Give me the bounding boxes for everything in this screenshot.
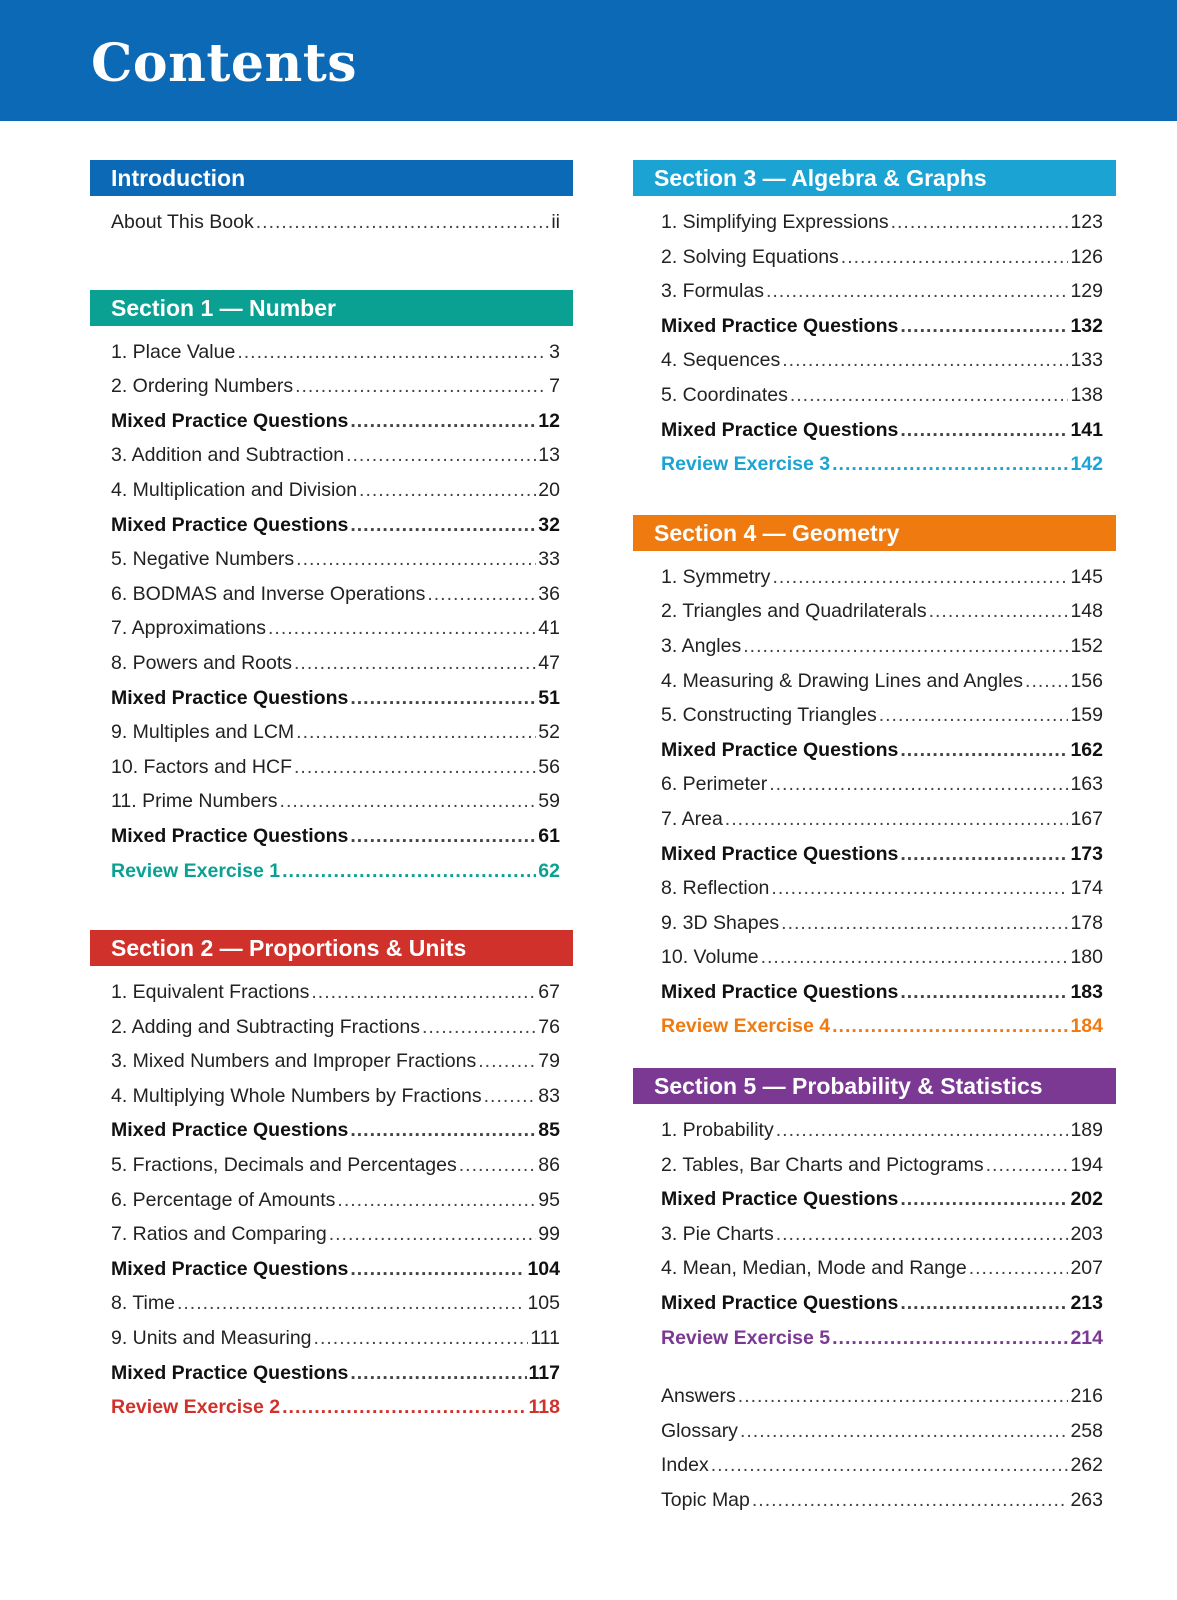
- dot-leader: [879, 698, 1069, 733]
- toc-entry[interactable]: [111, 577, 560, 612]
- dot-leader: [725, 802, 1069, 837]
- toc-entry[interactable]: [661, 1379, 1103, 1414]
- toc-entry-page: 148: [1070, 600, 1103, 623]
- toc-entry-page: 126: [1070, 245, 1103, 268]
- dot-leader: [422, 1010, 536, 1045]
- toc-entry-label: 7. Area: [661, 807, 723, 830]
- toc-entry[interactable]: [111, 473, 560, 508]
- toc-entry-page: 13: [538, 444, 560, 467]
- dot-leader: [294, 750, 536, 785]
- toc-entry-page: ii: [551, 211, 560, 233]
- section-header-5: Section 5 — Probability & Statistics: [633, 1068, 1116, 1104]
- dot-leader: [296, 715, 536, 750]
- toc-entry-label: Topic Map: [661, 1489, 750, 1511]
- toc-entry-page: 194: [1070, 1153, 1103, 1176]
- toc-entry-label: 1. Simplifying Expressions: [661, 211, 889, 233]
- toc-entry-label: Review Exercise 5: [661, 1326, 831, 1349]
- toc-entry-page: 56: [538, 755, 560, 778]
- dot-leader: [484, 1079, 537, 1114]
- dot-leader: [776, 1217, 1069, 1252]
- toc-entry-page: 202: [1070, 1188, 1103, 1211]
- toc-entry[interactable]: [111, 611, 560, 646]
- toc-entry-page: 132: [1070, 314, 1103, 337]
- toc-entry[interactable]: [111, 681, 560, 716]
- toc-entry-label: 3. Addition and Subtraction: [111, 444, 345, 467]
- dot-leader: [771, 871, 1068, 906]
- toc-entry-label: Mixed Practice Questions: [661, 418, 899, 441]
- toc-entry[interactable]: [111, 1321, 560, 1356]
- toc-entry[interactable]: [111, 975, 560, 1010]
- toc-entry[interactable]: [111, 369, 560, 404]
- toc-entry-page: 61: [538, 824, 560, 847]
- toc-entry-page: 104: [527, 1257, 560, 1280]
- toc-entry-label: Review Exercise 3: [661, 453, 831, 476]
- toc-entry[interactable]: [661, 240, 1103, 275]
- toc-entry-label: Mixed Practice Questions: [661, 1188, 899, 1211]
- toc-entry-label: 3. Formulas: [661, 280, 764, 303]
- toc-entry-label: 1. Symmetry: [661, 565, 771, 588]
- dot-leader: [752, 1483, 1069, 1518]
- section-header-introduction: Introduction: [90, 160, 573, 196]
- toc-entry-page: 118: [528, 1396, 560, 1419]
- toc-entry[interactable]: [661, 205, 1103, 240]
- toc-entry[interactable]: [111, 335, 560, 370]
- toc-entry-page: 184: [1070, 1015, 1103, 1038]
- toc-entry-label: Glossary: [661, 1419, 738, 1442]
- toc-entry-label: 4. Sequences: [661, 349, 781, 372]
- dot-leader: [280, 784, 537, 819]
- dot-leader: [900, 1182, 1068, 1217]
- dot-leader: [282, 1390, 526, 1425]
- toc-entry-page: 32: [538, 513, 560, 536]
- toc-entry-label: 10. Factors and HCF: [111, 755, 292, 778]
- dot-leader: [790, 378, 1069, 413]
- toc-entry[interactable]: [111, 438, 560, 473]
- toc-entry-page: 52: [538, 721, 560, 744]
- toc-entry[interactable]: [661, 560, 1103, 595]
- toc-entry[interactable]: [111, 1217, 560, 1252]
- toc-entry-page: 67: [538, 981, 560, 1004]
- section-header-4: Section 4 — Geometry: [633, 515, 1116, 551]
- dot-leader: [832, 1321, 1068, 1356]
- toc-entry-label: 3. Angles: [661, 634, 742, 657]
- toc-entry-label: Mixed Practice Questions: [661, 1292, 899, 1315]
- toc-entry-label: 2. Tables, Bar Charts and Pictograms: [661, 1153, 984, 1176]
- dot-leader: [350, 1113, 536, 1148]
- toc-entry[interactable]: [661, 1009, 1103, 1044]
- toc-entry-label: 5. Constructing Triangles: [661, 704, 877, 727]
- dot-leader: [350, 681, 536, 716]
- toc-entry[interactable]: [661, 1483, 1103, 1518]
- toc-entry[interactable]: [111, 854, 560, 889]
- toc-entry-label: 7. Ratios and Comparing: [111, 1223, 327, 1246]
- toc-entry[interactable]: [661, 940, 1103, 975]
- toc-entry-page: 79: [538, 1050, 560, 1073]
- toc-entry-label: 2. Solving Equations: [661, 245, 839, 268]
- section-1: [90, 290, 573, 889]
- toc-entry-label: Mixed Practice Questions: [111, 1361, 349, 1384]
- dot-leader: [359, 473, 536, 508]
- toc-entry[interactable]: [661, 378, 1103, 413]
- toc-entry[interactable]: [111, 1286, 560, 1321]
- toc-entry[interactable]: [111, 819, 560, 854]
- toc-entry[interactable]: [111, 542, 560, 577]
- toc-entry[interactable]: [661, 1321, 1103, 1356]
- toc-entry-page: 162: [1070, 738, 1103, 761]
- dot-leader: [311, 975, 536, 1010]
- toc-entry-label: 4. Multiplying Whole Numbers by Fractions: [111, 1084, 482, 1107]
- toc-entry[interactable]: [661, 1148, 1103, 1183]
- toc-entry[interactable]: [661, 767, 1103, 802]
- toc-entry-page: 12: [538, 409, 560, 432]
- toc-entry[interactable]: [111, 404, 560, 439]
- toc-entry-label: 11. Prime Numbers: [111, 790, 278, 813]
- dot-leader: [738, 1379, 1069, 1414]
- toc-entry[interactable]: [661, 871, 1103, 906]
- toc-entry[interactable]: [111, 784, 560, 819]
- toc-entry[interactable]: [111, 750, 560, 785]
- toc-entry[interactable]: [661, 1448, 1103, 1483]
- dot-leader: [832, 1009, 1068, 1044]
- toc-entry-page: 41: [538, 617, 560, 640]
- toc-entry-page: 173: [1070, 842, 1103, 865]
- toc-entry-label: Mixed Practice Questions: [111, 1257, 349, 1280]
- toc-entry-page: 86: [538, 1154, 560, 1177]
- toc-entry-page: 95: [538, 1188, 560, 1211]
- dot-leader: [929, 594, 1069, 629]
- back-matter: [633, 1379, 1116, 1517]
- entry-list: [90, 975, 573, 1425]
- dot-leader: [969, 1251, 1069, 1286]
- toc-entry-label: 8. Reflection: [661, 877, 770, 900]
- toc-entry[interactable]: [661, 802, 1103, 837]
- dot-leader: [314, 1321, 529, 1356]
- toc-entry[interactable]: [661, 413, 1103, 448]
- toc-entry-page: 156: [1070, 669, 1103, 692]
- dot-leader: [427, 577, 536, 612]
- toc-entry-label: 5. Coordinates: [661, 383, 788, 406]
- toc-entry-label: 2. Adding and Subtracting Fractions: [111, 1015, 420, 1038]
- toc-entry[interactable]: [661, 1414, 1103, 1449]
- dot-leader: [900, 413, 1068, 448]
- toc-entry-label: Review Exercise 2: [111, 1396, 281, 1419]
- toc-entry-label: About This Book: [111, 211, 254, 233]
- toc-entry-label: 9. Units and Measuring: [111, 1327, 312, 1350]
- toc-entry[interactable]: [111, 1148, 560, 1183]
- toc-entry-label: 4. Mean, Median, Mode and Range: [661, 1257, 967, 1280]
- toc-entry-page: 189: [1070, 1119, 1103, 1142]
- toc-entry[interactable]: [661, 594, 1103, 629]
- dot-leader: [900, 837, 1068, 872]
- toc-entry-page: 117: [528, 1361, 560, 1384]
- toc-entry[interactable]: [661, 1217, 1103, 1252]
- toc-entry-page: 47: [538, 651, 560, 674]
- toc-entry[interactable]: [661, 664, 1103, 699]
- toc-entry-page: 142: [1070, 453, 1103, 476]
- toc-entry[interactable]: [661, 629, 1103, 664]
- toc-entry-page: 59: [538, 790, 560, 813]
- section-header-1: Section 1 — Number: [90, 290, 573, 326]
- toc-entry-page: 76: [538, 1015, 560, 1038]
- dot-leader: [781, 906, 1068, 941]
- dot-leader: [900, 975, 1068, 1010]
- dot-leader: [268, 611, 536, 646]
- dot-leader: [766, 274, 1069, 309]
- section-3: [633, 160, 1116, 482]
- toc-entry[interactable]: [111, 1044, 560, 1079]
- toc-entry-label: Mixed Practice Questions: [111, 686, 349, 709]
- toc-entry-page: 258: [1070, 1419, 1103, 1442]
- toc-entry[interactable]: [111, 1113, 560, 1148]
- dot-leader: [294, 646, 536, 681]
- toc-entry-label: 8. Time: [111, 1292, 175, 1315]
- toc-entry[interactable]: [661, 1251, 1103, 1286]
- toc-entry-label: 10. Volume: [661, 946, 759, 969]
- toc-entry-label: 3. Pie Charts: [661, 1222, 774, 1245]
- dot-leader: [296, 542, 536, 577]
- header-banner: [0, 0, 1177, 121]
- dot-leader: [237, 335, 547, 370]
- toc-entry[interactable]: [661, 698, 1103, 733]
- dot-leader: [776, 1113, 1069, 1148]
- toc-entry-label: 2. Triangles and Quadrilaterals: [661, 600, 927, 623]
- dot-leader: [769, 767, 1068, 802]
- dot-leader: [350, 1356, 526, 1391]
- dot-leader: [350, 819, 536, 854]
- dot-leader: [900, 733, 1068, 768]
- toc-entry-page: 167: [1070, 807, 1103, 830]
- toc-entry-label: Answers: [661, 1385, 736, 1408]
- toc-entry-label: 4. Measuring & Drawing Lines and Angles: [661, 669, 1024, 692]
- toc-entry-label: 9. Multiples and LCM: [111, 721, 295, 744]
- dot-leader: [295, 369, 547, 404]
- toc-entry-page: 33: [538, 548, 560, 571]
- toc-entry-label: 1. Equivalent Fractions: [111, 981, 310, 1004]
- toc-entry[interactable]: [661, 975, 1103, 1010]
- dot-leader: [350, 1252, 525, 1287]
- dot-leader: [743, 629, 1068, 664]
- toc-entry-label: Review Exercise 1: [111, 859, 281, 882]
- dot-leader: [772, 560, 1068, 595]
- entry-list: [633, 1113, 1116, 1355]
- toc-entry-label: 9. 3D Shapes: [661, 911, 780, 934]
- toc-entry-label: Mixed Practice Questions: [661, 314, 899, 337]
- toc-entry-label: Mixed Practice Questions: [111, 1119, 349, 1142]
- toc-entry[interactable]: [111, 508, 560, 543]
- toc-entry-page: 141: [1070, 418, 1103, 441]
- entry-list: [90, 335, 573, 889]
- toc-entry[interactable]: [111, 1079, 560, 1114]
- toc-entry[interactable]: [661, 906, 1103, 941]
- toc-entry-page: 20: [538, 478, 560, 501]
- toc-entry[interactable]: [111, 1356, 560, 1391]
- section-header-3: Section 3 — Algebra & Graphs: [633, 160, 1116, 196]
- toc-entry[interactable]: [661, 1286, 1103, 1321]
- toc-entry-label: Mixed Practice Questions: [111, 513, 349, 536]
- toc-entry[interactable]: [661, 447, 1103, 482]
- toc-entry[interactable]: [111, 1252, 560, 1287]
- toc-entry[interactable]: [661, 733, 1103, 768]
- toc-entry[interactable]: [111, 715, 560, 750]
- toc-entry-label: Mixed Practice Questions: [111, 824, 349, 847]
- entry-list: [633, 205, 1116, 482]
- toc-entry-label: 1. Probability: [661, 1119, 774, 1142]
- toc-entry-page: 105: [527, 1292, 560, 1315]
- toc-entry-label: Mixed Practice Questions: [661, 842, 899, 865]
- dot-leader: [350, 508, 536, 543]
- entry-list: [633, 1379, 1116, 1517]
- toc-entry-page: 138: [1070, 383, 1103, 406]
- toc-entry-page: 152: [1070, 634, 1103, 657]
- toc-entry[interactable]: [661, 1113, 1103, 1148]
- toc-entry-page: 129: [1070, 280, 1103, 303]
- section-5: [633, 1068, 1116, 1355]
- toc-entry-page: 36: [538, 582, 560, 605]
- toc-entry-page: 85: [538, 1119, 560, 1142]
- page-title: Contents: [91, 33, 358, 94]
- toc-entry-page: 62: [538, 859, 560, 882]
- toc-entry-label: 3. Mixed Numbers and Improper Fractions: [111, 1050, 477, 1073]
- entry-list: [633, 560, 1116, 1044]
- dot-leader: [177, 1286, 526, 1321]
- dot-leader: [782, 343, 1068, 378]
- dot-leader: [832, 447, 1068, 482]
- toc-entry-page: 99: [538, 1223, 560, 1246]
- toc-entry-label: Mixed Practice Questions: [661, 980, 899, 1003]
- toc-entry[interactable]: [661, 274, 1103, 309]
- toc-entry[interactable]: [111, 1010, 560, 1045]
- toc-entry-page: 174: [1070, 877, 1103, 900]
- toc-entry-label: 6. Perimeter: [661, 773, 768, 796]
- toc-entry-page: 145: [1070, 565, 1103, 588]
- toc-entry[interactable]: [661, 309, 1103, 344]
- toc-entry[interactable]: [111, 646, 560, 681]
- dot-leader: [282, 854, 536, 889]
- dot-leader: [329, 1217, 537, 1252]
- toc-entry-page: 3: [549, 340, 560, 363]
- toc-entry[interactable]: [111, 1183, 560, 1218]
- toc-entry-label: 6. BODMAS and Inverse Operations: [111, 582, 426, 605]
- dot-leader: [986, 1148, 1069, 1183]
- toc-entry-page: 262: [1070, 1454, 1103, 1477]
- toc-entry-label: Mixed Practice Questions: [111, 409, 349, 432]
- toc-entry-label: Index: [661, 1454, 709, 1477]
- toc-entry-page: 178: [1070, 911, 1103, 934]
- toc-entry-page: 180: [1070, 946, 1103, 969]
- toc-entry-label: Review Exercise 4: [661, 1015, 831, 1038]
- dot-leader: [761, 940, 1069, 975]
- dot-leader: [350, 404, 536, 439]
- toc-entry-page: 159: [1070, 704, 1103, 727]
- dot-leader: [891, 205, 1069, 240]
- section-2: [90, 930, 573, 1425]
- dot-leader: [337, 1183, 536, 1218]
- toc-entry-label: Mixed Practice Questions: [661, 738, 899, 761]
- toc-entry-page: 163: [1070, 773, 1103, 796]
- dot-leader: [900, 309, 1068, 344]
- toc-entry-label: 6. Percentage of Amounts: [111, 1188, 336, 1211]
- toc-entry-page: 51: [538, 686, 560, 709]
- toc-entry-page: 214: [1070, 1326, 1103, 1349]
- toc-entry[interactable]: [661, 343, 1103, 378]
- dot-leader: [256, 205, 550, 240]
- toc-entry-page: 83: [538, 1084, 560, 1107]
- section-header-2: Section 2 — Proportions & Units: [90, 930, 573, 966]
- toc-entry-label: 1. Place Value: [111, 340, 236, 363]
- toc-entry-label: 2. Ordering Numbers: [111, 375, 294, 398]
- toc-entry[interactable]: [111, 1390, 560, 1425]
- toc-entry-label: 7. Approximations: [111, 617, 267, 640]
- dot-leader: [900, 1286, 1068, 1321]
- toc-entry-page: 216: [1070, 1385, 1103, 1408]
- toc-entry-page: 183: [1070, 980, 1103, 1003]
- section-introduction: [90, 160, 573, 240]
- toc-entry-page: 123: [1070, 211, 1103, 233]
- toc-entry-label: 5. Negative Numbers: [111, 548, 295, 571]
- left-column: [90, 160, 573, 1425]
- toc-entry[interactable]: [111, 205, 560, 240]
- toc-entry[interactable]: [661, 837, 1103, 872]
- toc-entry-label: 8. Powers and Roots: [111, 651, 293, 674]
- section-4: [633, 515, 1116, 1044]
- dot-leader: [346, 438, 536, 473]
- dot-leader: [459, 1148, 537, 1183]
- dot-leader: [711, 1448, 1069, 1483]
- entry-list: [90, 205, 573, 240]
- toc-entry-page: 213: [1070, 1292, 1103, 1315]
- dot-leader: [478, 1044, 536, 1079]
- toc-entry-page: 133: [1070, 349, 1103, 372]
- toc-entry-page: 203: [1070, 1222, 1103, 1245]
- toc-entry-label: 4. Multiplication and Division: [111, 478, 358, 501]
- toc-entry-page: 263: [1070, 1489, 1103, 1511]
- dot-leader: [841, 240, 1069, 275]
- dot-leader: [1025, 664, 1068, 699]
- dot-leader: [740, 1414, 1069, 1449]
- toc-entry-page: 207: [1070, 1257, 1103, 1280]
- toc-entry[interactable]: [661, 1182, 1103, 1217]
- toc-entry-page: 7: [549, 375, 560, 398]
- toc-entry-label: 5. Fractions, Decimals and Percentages: [111, 1154, 457, 1177]
- toc-entry-page: 111: [530, 1327, 560, 1350]
- right-column: [633, 160, 1116, 1518]
